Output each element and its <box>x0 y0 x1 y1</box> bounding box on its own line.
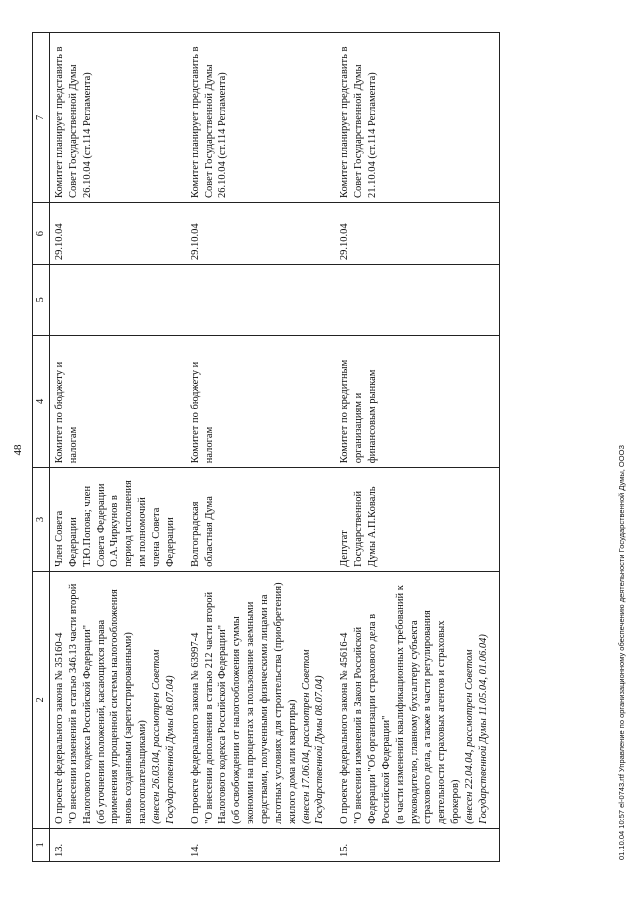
bill-author: Депутат Государственной Думы А.П.Коваль <box>335 468 499 572</box>
bill-name: "О внесении изменений в статью 346.13 части второй Налогового кодекса Российской Федерации" <box>67 583 93 824</box>
bill-status: (внесен 22.04.04, рассмотрен Советом Государственной Думы 11.05.04, 01.06.04) <box>464 634 489 824</box>
bill-status: (внесен 17.06.04, рассмотрен Советом Государственной Думы 08.07.04) <box>300 649 326 824</box>
table-row <box>335 33 499 862</box>
column-header: 4 <box>33 335 50 468</box>
bill-number: О проекте федерального закона № 63997-4 <box>189 632 201 824</box>
bill-title <box>335 571 499 828</box>
responsible-committee: Комитет по бюджету и налогам <box>186 335 336 468</box>
column-header: 3 <box>33 468 50 572</box>
bill-description: (об освобождении от налогообложения суммы экономии на процентах за пользование заемными средствами, полученными физическими лицами на льготных условиях для строительства (приобретения) жилого дома или квартиры) <box>231 582 298 824</box>
bills-table <box>32 32 500 862</box>
column-header: 7 <box>33 33 50 203</box>
bill-name: "О внесении изменений в Закон Российской Федерации "Об организации страхового дела в Российской Федерации" <box>353 613 392 824</box>
bill-description: (об уточнении положений, касающихся права применения упрощенной системы налогообложения вновь созданными (зарегистрированными) налогоплательщиками) <box>95 589 149 824</box>
bill-number: О проекте федерального закона № 45616-4 <box>339 632 351 824</box>
table-row <box>186 33 336 862</box>
column-header: 6 <box>33 202 50 264</box>
row-number: 15. <box>335 828 499 861</box>
column-header: 5 <box>33 265 50 335</box>
bill-author: Член Совета Федерации Т.Ю.Попова; член Совета Федерации О.А.Чиркунов в период исполнения им полномочий члена Совета Федерации <box>50 468 186 572</box>
document-footer: 01.10.04 10:57 el-0743.rtf Управление по организационному обеспечению деятельности Государственной Думы, ОООЗ <box>617 445 626 860</box>
committee-note: Комитет планирует представить в Совет Государственной Думы 26.10.04 (ст.114 Регламента) <box>186 33 336 203</box>
responsible-committee: Комитет по бюджету и налогам <box>50 335 186 468</box>
responsible-committee: Комитет по кредитным организациям и финансовым рынкам <box>335 335 499 468</box>
committee-note: Комитет планирует представить в Совет Государственной Думы 21.10.04 (ст.114 Регламента) <box>335 33 499 203</box>
column-5-cell <box>335 265 499 335</box>
deadline-date: 29.10.04 <box>186 202 336 264</box>
column-header: 1 <box>33 828 50 861</box>
bill-description: (в части изменений квалификационных требований к руководителю, главному бухгалтеру субъекта страхового дела, а также в части регулирования деятельности страховых агентов и страховых брокеров) <box>394 585 462 824</box>
deadline-date: 29.10.04 <box>335 202 499 264</box>
committee-note: Комитет планирует представить в Совет Государственной Думы 26.10.04 (ст.114 Регламента) <box>50 33 186 203</box>
bill-author: Волгоградская областная Дума <box>186 468 336 572</box>
page-number: 48 <box>12 444 24 456</box>
row-number: 14. <box>186 828 336 861</box>
deadline-date: 29.10.04 <box>50 202 186 264</box>
bill-title <box>50 571 186 828</box>
bill-number: О проекте федерального закона № 35160-4 <box>54 632 65 824</box>
bill-status: (внесен 26.03.04, рассмотрен Советом Государственной Думы 08.07.04) <box>151 649 176 824</box>
column-header: 2 <box>33 571 50 828</box>
table-row <box>50 33 186 862</box>
column-5-cell <box>186 265 336 335</box>
bill-name: "О внесении дополнения в статью 212 части второй Налогового кодекса Российской Федерации" <box>203 591 229 824</box>
header-row <box>33 33 50 862</box>
row-number: 13. <box>50 828 186 861</box>
column-5-cell <box>50 265 186 335</box>
bill-title <box>186 571 336 828</box>
